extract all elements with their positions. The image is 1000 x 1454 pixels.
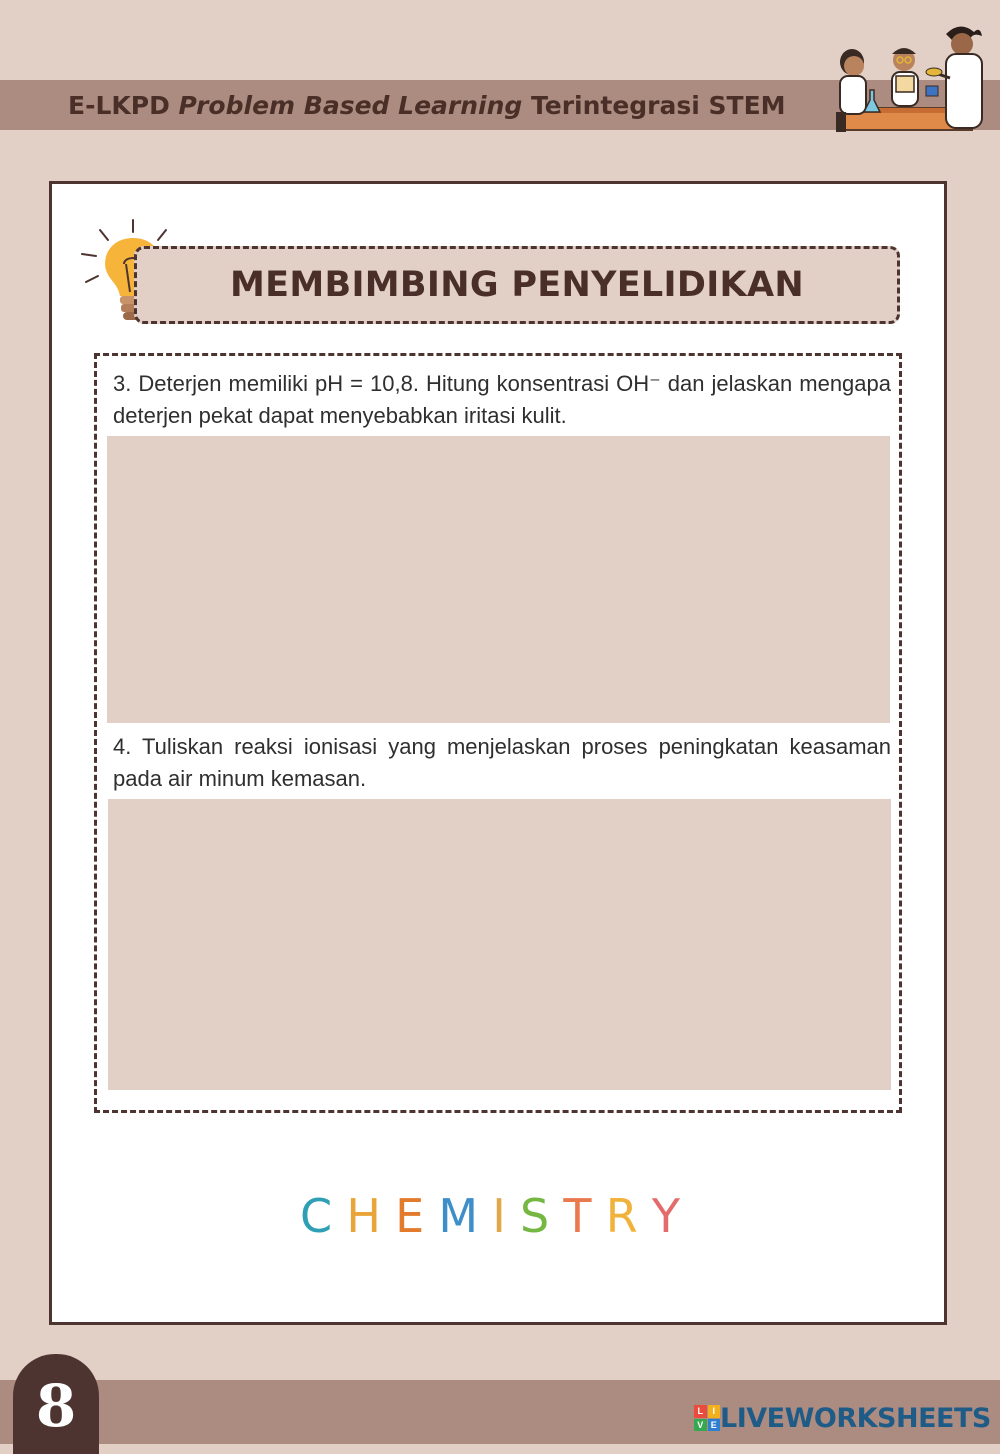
- chemistry-letter: H: [346, 1189, 381, 1243]
- liveworksheets-logo-letter: E: [708, 1419, 721, 1432]
- question-3-text: 3. Deterjen memiliki pH = 10,8. Hitung konsentrasi OH⁻ dan jelaskan mengapa deterjen pekat dapat menyebabkan iritasi kulit.: [113, 371, 891, 428]
- header-title-italic: Problem Based Learning: [178, 91, 523, 120]
- header-title-prefix: E-LKPD: [68, 91, 179, 120]
- chemistry-letter: R: [605, 1189, 638, 1243]
- chemistry-letter: Y: [651, 1189, 680, 1243]
- header-title: [68, 86, 786, 126]
- liveworksheets-logo-letter: I: [708, 1405, 721, 1418]
- scientists-illustration: [822, 18, 992, 136]
- answer-input-question-4[interactable]: [108, 799, 891, 1090]
- chemistry-letter: I: [492, 1189, 506, 1243]
- chemistry-letter: E: [395, 1189, 425, 1243]
- liveworksheets-logo-icon[interactable]: [694, 1405, 720, 1431]
- liveworksheets-logo-letter: L: [694, 1405, 707, 1418]
- chemistry-letter: S: [520, 1189, 550, 1243]
- page-number: 8: [35, 1372, 77, 1440]
- chemistry-word-decoration: [300, 1185, 680, 1247]
- chemistry-letter: C: [300, 1189, 333, 1243]
- header-title-suffix: Terintegrasi STEM: [522, 91, 786, 120]
- question-4-text: 4. Tuliskan reaksi ionisasi yang menjelaskan proses peningkatan keasaman pada air minum kemasan.: [113, 734, 891, 791]
- chemistry-letter: M: [438, 1189, 479, 1243]
- chemistry-letter: T: [563, 1189, 592, 1243]
- answer-input-question-3[interactable]: [107, 436, 890, 723]
- section-title: MEMBIMBING PENYELIDIKAN: [230, 265, 804, 305]
- liveworksheets-logo-letter: V: [694, 1419, 707, 1432]
- liveworksheets-brand-link[interactable]: LIVEWORKSHEETS: [720, 1403, 991, 1434]
